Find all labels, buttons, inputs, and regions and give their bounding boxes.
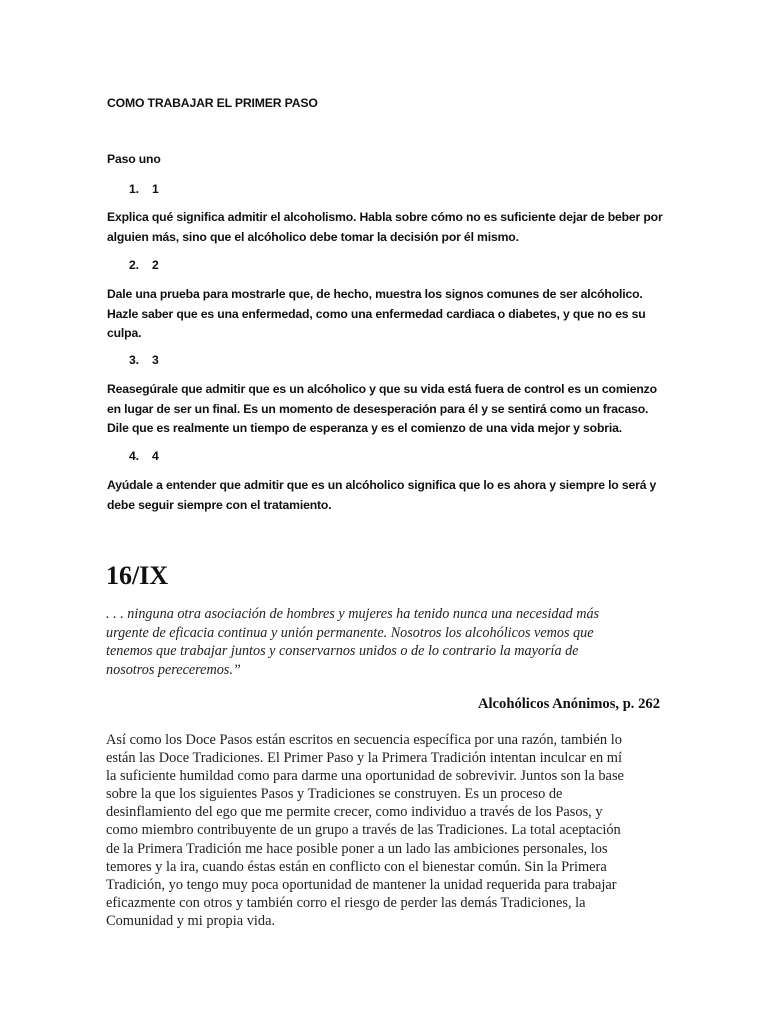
step-3-line: Dile que es realmente un tiempo de esperanza y es el comienzo de una vida mejor y sobria. (107, 421, 622, 435)
section-label: Paso uno (107, 152, 161, 166)
step-3-paragraph (107, 380, 662, 439)
step-2-number: 2. (129, 258, 139, 272)
reflection-line: como miembro contribuyente de un grupo a través de las Tradiciones. La total aceptación (106, 822, 621, 839)
reflection-line: de la Primera Tradición me hace posible poner a un lado las ambiciones personales, los (106, 840, 608, 857)
step-4-label: 4 (152, 449, 159, 463)
reflection-paragraph (106, 731, 666, 930)
step-2-line: Dale una prueba para mostrarle que, de hecho, muestra los signos comunes de ser alcóholico. (107, 287, 643, 301)
step-3-label: 3 (152, 353, 159, 367)
step-1-number: 1. (129, 182, 139, 196)
step-3-line: Reasegúrale que admitir que es un alcóholico y que su vida está fuera de control es un comienzo (107, 382, 657, 396)
quote-line: tenemos que trabajar juntos y conservarnos unidos o de lo contrario la mayoría de (106, 643, 579, 659)
step-4-marker (129, 449, 209, 463)
step-4-paragraph (107, 476, 662, 515)
reflection-line: la suficiente humildad como para darme una oportunidad de sobrevivir. Juntos son la base (106, 768, 624, 785)
document-title: COMO TRABAJAR EL PRIMER PASO (107, 96, 318, 110)
reflection-line: desinflamiento del ego que me permite crecer, como individuo a través de los Pasos, y (106, 804, 603, 821)
step-3-marker (129, 353, 209, 367)
step-2-label: 2 (152, 258, 159, 272)
reflection-line: Comunidad y mi propia vida. (106, 912, 276, 929)
step-2-paragraph (107, 285, 662, 344)
step-4-number: 4. (129, 449, 139, 463)
step-1-line: Explica qué significa admitir el alcoholismo. Habla sobre cómo no es suficiente dejar de beber por (107, 210, 663, 224)
step-3-number: 3. (129, 353, 139, 367)
step-2-marker (129, 258, 209, 272)
reflection-line: eficazmente con otros y también corro el riesgo de perder las demás Tradiciones, la (106, 894, 586, 911)
reflection-line: temores y la ira, cuando éstas están en conflicto con el bienestar común. Sin la Primera (106, 858, 607, 875)
step-4-line: debe seguir siempre con el tratamiento. (107, 497, 332, 512)
step-1-line: alguien más, sino que el alcóholico debe tomar la decisión por él mismo. (107, 229, 519, 244)
step-2-line: culpa. (107, 326, 142, 340)
quote-line: . . . ninguna otra asociación de hombres y mujeres ha tenido nunca una necesidad más (106, 606, 600, 622)
quote-block (106, 605, 666, 679)
reflection-line: Tradición, yo tengo muy poca oportunidad de mantener la unidad requerida para trabajar (106, 876, 617, 893)
quote-line: nosotros pereceremos.” (106, 661, 241, 678)
date-heading: 16/IX (106, 561, 169, 590)
step-1-marker (129, 182, 209, 196)
step-2-line: Hazle saber que es una enfermedad, como una enfermedad cardiaca o diabetes, y que no es su (107, 306, 646, 321)
step-1-label: 1 (152, 182, 159, 196)
reflection-line: Así como los Doce Pasos están escritos en secuencia específica por una razón, también lo (106, 732, 622, 748)
quote-attribution: Alcohólicos Anónimos, p. 262 (477, 696, 660, 712)
step-4-line: Ayúdale a entender que admitir que es un alcóholico significa que lo es ahora y siempre lo será y (107, 478, 657, 492)
step-1-paragraph (107, 208, 662, 247)
reflection-line: sobre la que los siguientes Pasos y Tradiciones se construyen. Es un proceso de (106, 786, 563, 803)
quote-line: urgente de eficacia continua y unión permanente. Nosotros los alcohólicos vemos que (106, 624, 594, 641)
reflection-line: están las Doce Tradiciones. El Primer Paso y la Primera Tradición intentan inculcar en mí (106, 750, 622, 767)
step-3-line: en lugar de ser un final. Es un momento de desesperación para él y se sentirá como un fracaso. (107, 401, 649, 416)
